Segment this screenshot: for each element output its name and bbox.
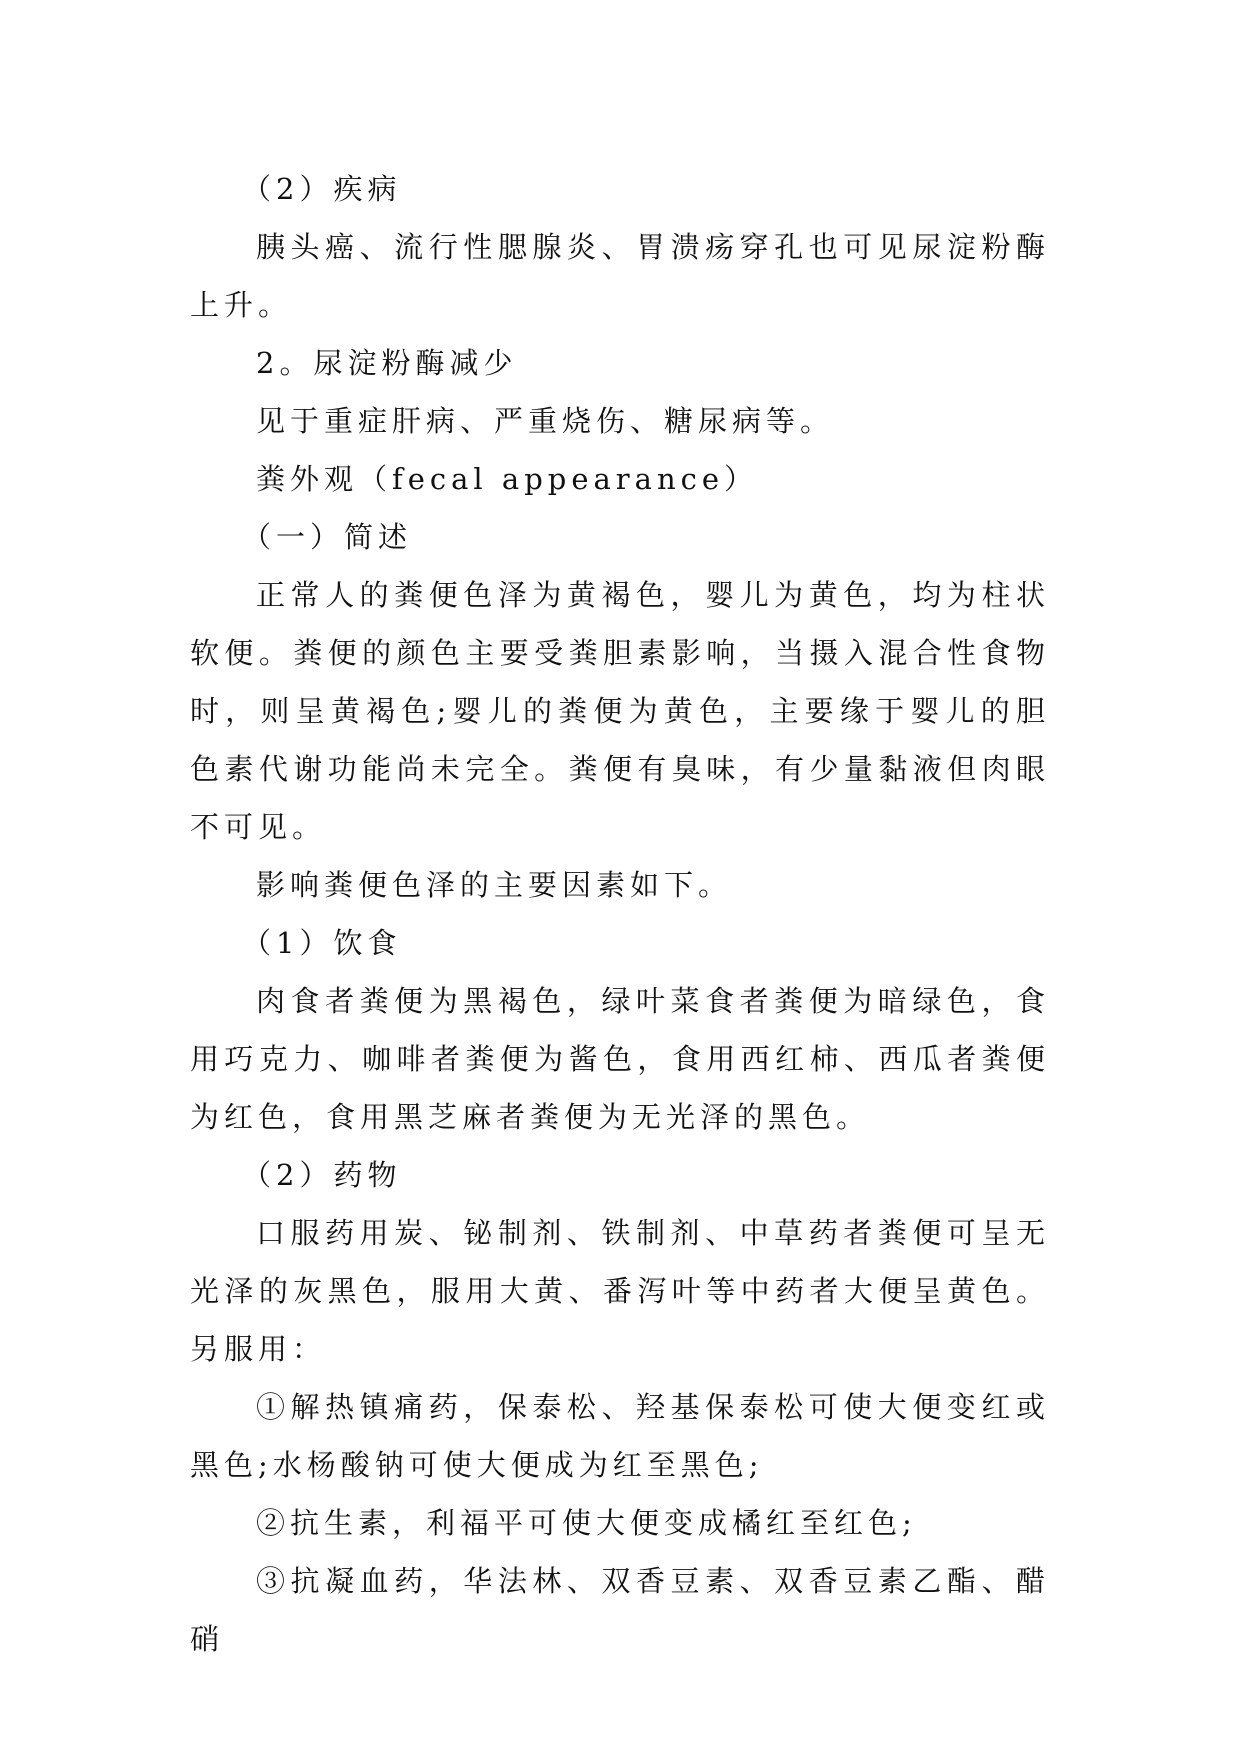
list-item-anticoagulants: ③抗凝血药，华法林、双香豆素、双香豆素乙酯、醋硝	[190, 1564, 1050, 1656]
section-title-fecal-appearance: 粪外观（fecal appearance）	[256, 462, 759, 496]
paragraph-drugs: 口服药用炭、铋制剂、铁制剂、中草药者粪便可呈无光泽的灰黑色，服用大黄、番泻叶等中药者大便呈黄色。另服用：	[190, 1216, 1050, 1366]
document-body	[190, 160, 1050, 1668]
paragraph-disease-causes: 胰头癌、流行性腮腺炎、胃溃疡穿孔也可见尿淀粉酶上升。	[190, 230, 1050, 322]
section-heading-overview: （一）简述	[242, 520, 413, 554]
paragraph-diet: 肉食者粪便为黑褐色，绿叶菜食者粪便为暗绿色，食用巧克力、咖啡者粪便为酱色，食用西红柿、西瓜者粪便为红色，食用黑芝麻者粪便为无光泽的黑色。	[190, 984, 1050, 1134]
section-heading-amylase-decrease: 2。尿淀粉酶减少	[256, 346, 518, 380]
paragraph-normal-stool: 正常人的粪便色泽为黄褐色，婴儿为黄色，均为柱状软便。粪便的颜色主要受粪胆素影响，当摄入混合性食物时，则呈黄褐色;婴儿的粪便为黄色，主要缘于婴儿的胆色素代谢功能尚未完全。粪便有臭味，有少量黏液但肉眼不可见。	[190, 578, 1050, 844]
section-heading-drugs: （2）药物	[242, 1158, 402, 1192]
paragraph-amylase-decrease: 见于重症肝病、严重烧伤、糖尿病等。	[256, 404, 835, 438]
paragraph-factors-intro: 影响粪便色泽的主要因素如下。	[256, 868, 733, 902]
section-heading-disease: （2）疾病	[242, 172, 402, 206]
list-item-antipyretics: ①解热镇痛药，保泰松、羟基保泰松可使大便变红或黑色;水杨酸钠可使大便成为红至黑色;	[190, 1390, 1050, 1482]
list-item-antibiotics: ②抗生素，利福平可使大便变成橘红至红色;	[256, 1506, 917, 1540]
section-heading-diet: （1）饮食	[242, 926, 402, 960]
